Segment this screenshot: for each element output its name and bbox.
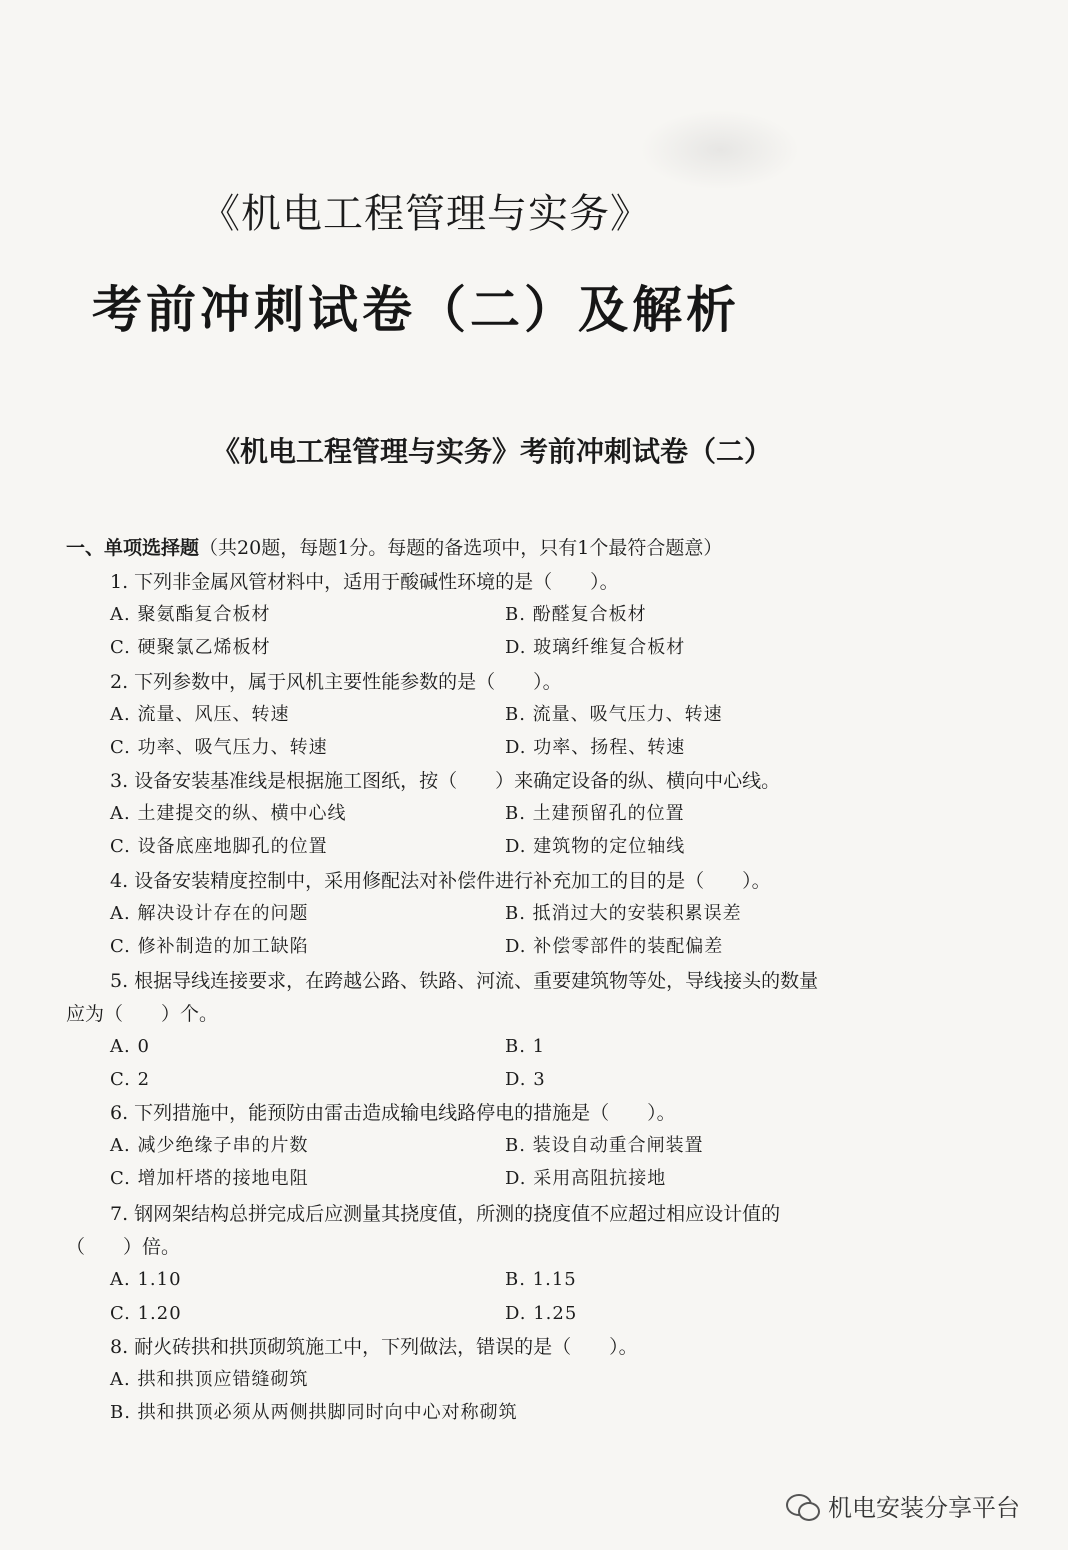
question-stem: 4. 设备安装精度控制中，采用修配法对补偿件进行补充加工的目的是（ ）。	[110, 870, 771, 892]
book-title: 《机电工程管理与实务》	[200, 191, 651, 237]
option-b: B. 流量、吸气压力、转速	[505, 704, 723, 725]
option-a: A. 流量、风压、转速	[110, 704, 290, 725]
option-c: C. 功率、吸气压力、转速	[110, 737, 328, 758]
option-b: B. 酚醛复合板材	[505, 604, 647, 625]
question-stem: 6. 下列措施中，能预防由雷击造成输电线路停电的措施是（ ）。	[110, 1102, 676, 1124]
option-d: D. 3	[505, 1069, 546, 1090]
option-b: B. 抵消过大的安装积累误差	[505, 903, 742, 924]
option-a: A. 1.10	[110, 1269, 182, 1290]
option-a: A. 0	[110, 1036, 150, 1057]
option-b: B. 土建预留孔的位置	[505, 803, 685, 824]
question-stem: 3. 设备安装基准线是根据施工图纸，按（ ）来确定设备的纵、横向中心线。	[110, 770, 781, 792]
option-a: A. 拱和拱顶应错缝砌筑	[110, 1369, 309, 1390]
option-c: C. 增加杆塔的接地电阻	[110, 1168, 309, 1189]
wechat-icon	[786, 1492, 820, 1520]
option-a: A. 聚氨酯复合板材	[110, 604, 271, 625]
option-d: D. 1.25	[505, 1303, 578, 1324]
exam-subtitle: 《机电工程管理与实务》考前冲刺试卷（二）	[212, 435, 773, 468]
watermark-footer	[786, 1488, 1020, 1523]
option-d: D. 功率、扬程、转速	[505, 737, 686, 758]
page-title: 考前冲刺试卷（二）及解析	[92, 281, 740, 339]
option-d: D. 玻璃纤维复合板材	[505, 637, 686, 658]
option-b: B. 拱和拱顶必须从两侧拱脚同时向中心对称砌筑	[110, 1402, 518, 1423]
option-c: C. 硬聚氯乙烯板材	[110, 637, 271, 658]
option-c: C. 1.20	[110, 1303, 182, 1324]
question-stem-continued: （ ）倍。	[66, 1236, 181, 1258]
option-c: C. 设备底座地脚孔的位置	[110, 836, 328, 857]
option-c: C. 修补制造的加工缺陷	[110, 936, 309, 957]
option-b: B. 1.15	[505, 1269, 577, 1290]
option-c: C. 2	[110, 1069, 151, 1090]
option-a: A. 土建提交的纵、横中心线	[110, 803, 347, 824]
question-stem: 1. 下列非金属风管材料中，适用于酸碱性环境的是（ ）。	[110, 571, 619, 593]
option-b: B. 1	[505, 1036, 546, 1057]
question-stem: 2. 下列参数中，属于风机主要性能参数的是（ ）。	[110, 671, 562, 693]
option-b: B. 装设自动重合闸装置	[505, 1135, 704, 1156]
question-stem: 8. 耐火砖拱和拱顶砌筑施工中，下列做法，错误的是（ ）。	[110, 1336, 638, 1358]
question-stem-continued: 应为（ ）个。	[66, 1003, 219, 1025]
option-a: A. 减少绝缘子串的片数	[110, 1135, 309, 1156]
watermark-text: 机电安装分享平台	[828, 1494, 1020, 1522]
option-a: A. 解决设计存在的问题	[110, 903, 309, 924]
section-heading-note: （共20题，每题1分。每题的备选项中，只有1个最符合题意）	[199, 537, 723, 559]
option-d: D. 建筑物的定位轴线	[505, 836, 686, 857]
option-d: D. 采用高阻抗接地	[505, 1168, 667, 1189]
question-stem: 7. 钢网架结构总拼完成后应测量其挠度值，所测的挠度值不应超过相应设计值的	[110, 1203, 781, 1225]
section-heading-label: 一、单项选择题	[66, 537, 200, 559]
option-d: D. 补偿零部件的装配偏差	[505, 936, 724, 957]
scan-smudge	[640, 110, 800, 190]
section-heading	[66, 533, 722, 560]
question-stem: 5. 根据导线连接要求，在跨越公路、铁路、河流、重要建筑物等处，导线接头的数量	[110, 970, 819, 992]
